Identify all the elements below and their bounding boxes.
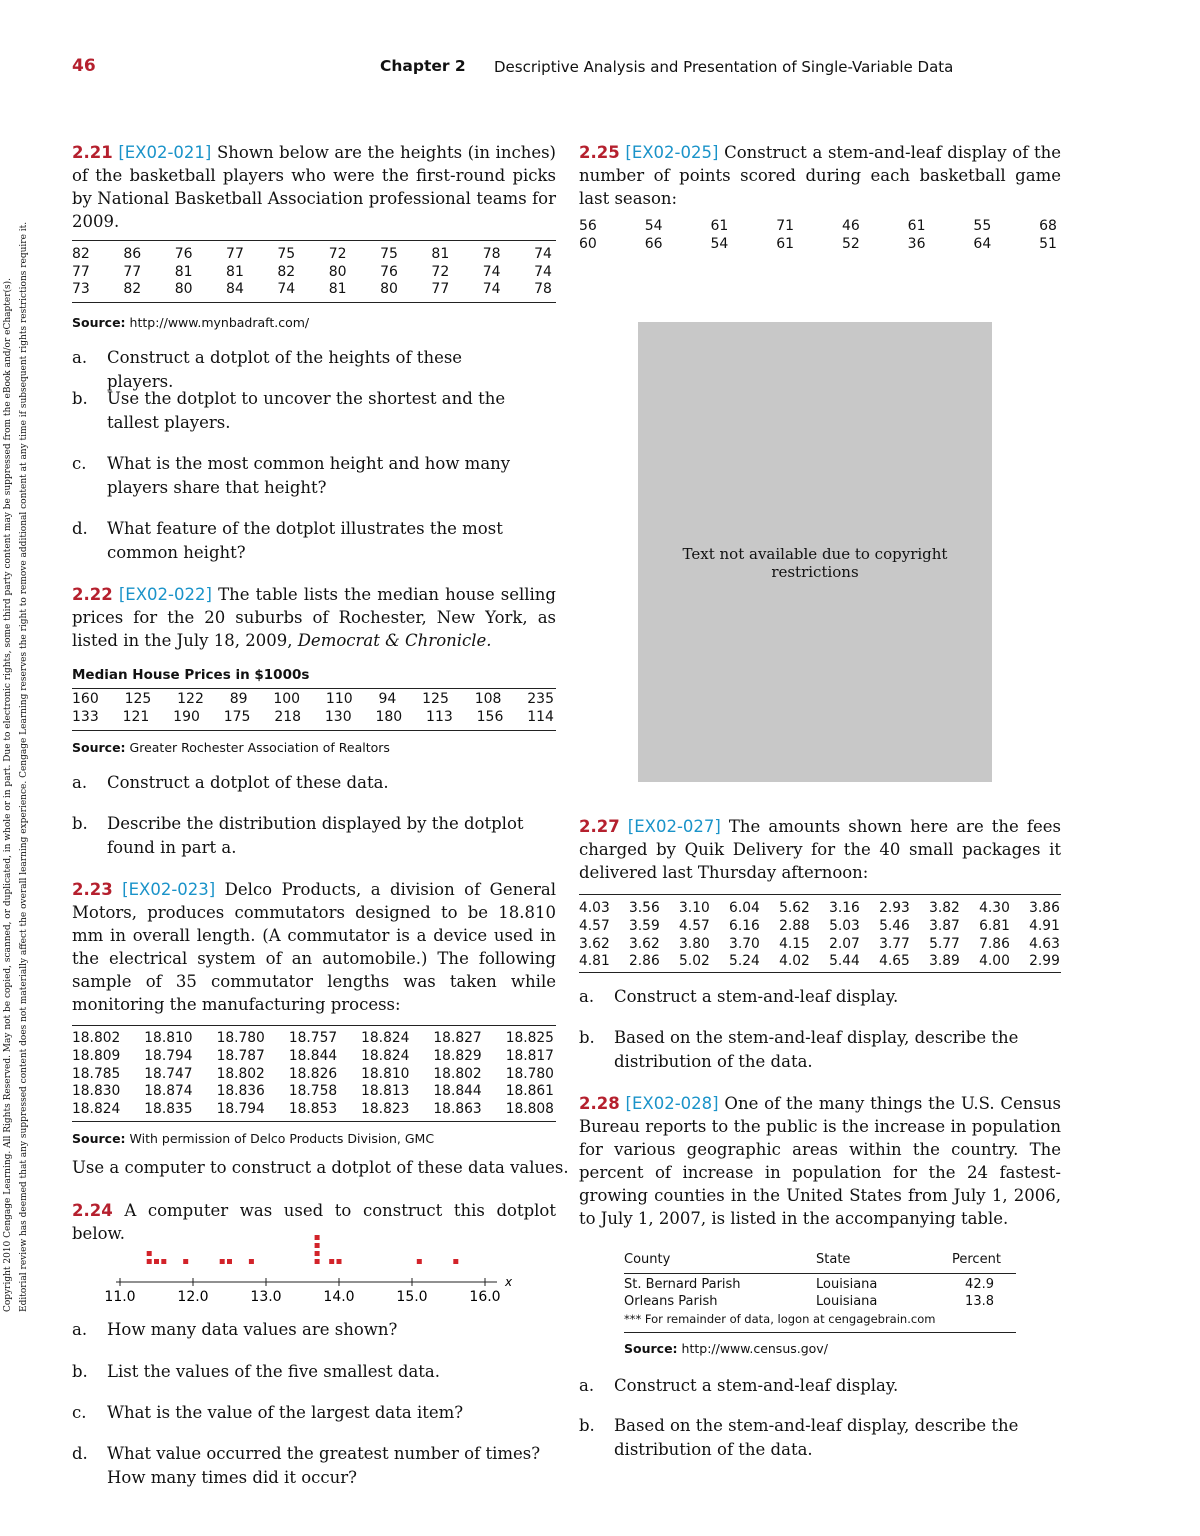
- table-bottom-rule: [72, 730, 556, 731]
- item-text: What feature of the dotplot illustrates the most common height?: [107, 519, 503, 562]
- table-cell: 18.758: [288, 1083, 338, 1100]
- table-top-rule: [579, 894, 1061, 895]
- percent-cell: 13.8: [965, 1294, 994, 1309]
- table-cell: 18.809: [72, 1047, 121, 1064]
- question-item: [72, 1442, 552, 1490]
- table-cell: 3.56: [629, 900, 660, 916]
- data-dot: [161, 1259, 166, 1264]
- table-row: [624, 1294, 1016, 1311]
- item-text: How many data values are shown?: [107, 1320, 398, 1339]
- axis-tick-label: 14.0: [323, 1289, 355, 1305]
- data-dot: [147, 1251, 152, 1256]
- table-cell: 81: [174, 263, 193, 280]
- exercise-number: 2.28: [579, 1094, 620, 1113]
- question-item: [72, 1360, 552, 1384]
- table-cell: 55: [973, 218, 992, 234]
- table-cell: 77: [226, 246, 244, 262]
- table-cell: 18.810: [144, 1030, 193, 1046]
- data-dot: [337, 1259, 342, 1264]
- instruction-text: Use a computer to construct a dotplot of these data values.: [72, 1158, 569, 1177]
- axis-tick-label: 16.0: [469, 1289, 501, 1305]
- table-cell: 75: [277, 246, 296, 262]
- table-cell: 3.16: [829, 900, 860, 916]
- table-cell: 133: [72, 708, 99, 725]
- item-text: What is the value of the largest data item?: [107, 1403, 464, 1422]
- data-dot: [315, 1259, 320, 1264]
- table-cell: 36: [907, 235, 926, 252]
- table-cell: 4.30: [979, 900, 1010, 916]
- axis-tick-label: 12.0: [177, 1289, 209, 1305]
- table-cell: 100: [273, 691, 301, 707]
- table-cell: 5.77: [929, 935, 960, 952]
- table-row: [579, 936, 1060, 952]
- item-label: a.: [72, 773, 88, 792]
- table-row: [72, 1083, 554, 1099]
- table-cell: 60: [579, 235, 597, 252]
- table-cell: 61: [776, 235, 795, 252]
- table-cell: 18.836: [216, 1083, 265, 1100]
- table-bottom-rule: [579, 972, 1061, 973]
- table-cell: 4.81: [579, 953, 610, 970]
- data-dot: [329, 1259, 334, 1264]
- item-label: d.: [72, 519, 88, 538]
- table-cell: 18.844: [288, 1047, 338, 1064]
- table-cell: 180: [375, 708, 403, 725]
- table-cell: 73: [72, 281, 90, 297]
- editorial-notice: Editorial review has deemed that any suppressed content does not materially affect the overall learning experience. Cengage Learning reserves the right to remove additional content at any time if subsequent rights restrictions require it.: [19, 221, 29, 1312]
- table-row: [579, 236, 1057, 252]
- table-cell: 18.835: [144, 1101, 193, 1118]
- table-bottom-rule: [72, 1121, 556, 1122]
- table-cell: 18.825: [505, 1030, 554, 1046]
- table-cell: 5.03: [829, 917, 860, 934]
- table-cell: 86: [123, 246, 142, 262]
- data-dot: [147, 1259, 152, 1264]
- table-cell: 94: [378, 691, 397, 707]
- table-cell: 74: [277, 281, 296, 297]
- source-line: [72, 315, 309, 330]
- table-cell: 108: [474, 691, 502, 707]
- table-cell: 114: [527, 708, 554, 725]
- table-cell: 18.813: [361, 1083, 410, 1100]
- data-dot: [315, 1235, 320, 1240]
- item-label: b.: [72, 814, 88, 833]
- item-label: b.: [72, 1362, 88, 1381]
- table-cell: 5.24: [729, 953, 760, 970]
- item-text: Construct a dotplot of the heights of these players.: [107, 348, 463, 391]
- table-row: [72, 246, 552, 262]
- axis-tick-label: 15.0: [396, 1289, 428, 1305]
- exercise-code: [EX02-027]: [627, 817, 721, 836]
- table-cell: 18.802: [216, 1065, 265, 1082]
- table-cell: 51: [1039, 235, 1057, 252]
- table-cell: 68: [1039, 218, 1057, 234]
- table-cell: 3.86: [1029, 900, 1060, 916]
- exercise-2-25-text: [579, 141, 1061, 210]
- exercise-code: [EX02-023]: [122, 880, 216, 899]
- exercise-number: 2.24: [72, 1201, 113, 1220]
- exercise-2-28-text: [579, 1092, 1061, 1230]
- table-cell: 78: [534, 281, 552, 297]
- table-cell: 56: [579, 218, 597, 234]
- exercise-statement: The amounts shown here are the fees charged by Quik Delivery for the 40 small packages it delivered last Thursday afternoon:: [579, 817, 1061, 882]
- table-bottom-rule: [72, 302, 556, 303]
- table-row: [72, 709, 554, 725]
- exercise-code: [EX02-022]: [118, 585, 212, 604]
- table-cell: 121: [122, 708, 150, 725]
- table-cell: 18.844: [433, 1083, 482, 1100]
- table-header-row: [624, 1252, 1016, 1270]
- table-row: [72, 1101, 554, 1117]
- table-top-rule: [72, 240, 556, 241]
- item-text: Construct a stem-and-leaf display.: [614, 987, 899, 1006]
- item-text: Based on the stem-and-leaf display, describe the distribution of the data.: [614, 1028, 1019, 1071]
- table-cell: 156: [476, 708, 504, 725]
- table-cell: 82: [72, 246, 90, 262]
- question-item: [72, 387, 522, 435]
- item-text: Use the dotplot to uncover the shortest and the tallest players.: [107, 389, 506, 432]
- table-row: [72, 281, 552, 297]
- source-line: [72, 1131, 434, 1146]
- table-cell: 80: [380, 281, 398, 297]
- source-label: Source:: [72, 315, 126, 330]
- item-label: a.: [72, 348, 88, 367]
- table-cell: 18.863: [433, 1101, 482, 1118]
- table-cell: 61: [710, 218, 729, 234]
- table-cell: 18.794: [216, 1101, 265, 1118]
- exercise-2-22-text: [72, 583, 556, 652]
- table-cell: 2.99: [1029, 953, 1060, 970]
- axis-tick-label: 13.0: [250, 1289, 282, 1305]
- table-row: [72, 1030, 554, 1046]
- table-cell: 3.77: [879, 935, 910, 952]
- item-text: Construct a stem-and-leaf display.: [614, 1376, 899, 1395]
- item-text: What value occurred the greatest number of times? How many times did it occur?: [107, 1444, 541, 1487]
- table-cell: 18.830: [72, 1083, 121, 1100]
- table-row: [579, 953, 1060, 969]
- table-cell: 66: [644, 235, 663, 252]
- table-top-rule: [72, 1025, 556, 1026]
- item-label: d.: [72, 1444, 88, 1463]
- table-cell: 3.82: [929, 900, 960, 916]
- page-number: 46: [72, 56, 96, 76]
- source-label: Source:: [624, 1341, 678, 1356]
- exercise-code: [EX02-028]: [625, 1094, 719, 1113]
- table-cell: 18.810: [361, 1065, 410, 1082]
- table-cell: 18.802: [433, 1065, 482, 1082]
- table-row: [579, 918, 1060, 934]
- table-cell: 7.86: [979, 935, 1010, 952]
- table-cell: 4.65: [879, 953, 910, 970]
- table-row: [72, 264, 552, 280]
- data-dot: [220, 1259, 225, 1264]
- table-cell: 18.808: [505, 1101, 554, 1118]
- table-cell: 190: [173, 708, 200, 725]
- table-cell: 110: [325, 691, 353, 707]
- source-label: Source:: [72, 1131, 126, 1146]
- table-cell: 84: [226, 281, 244, 297]
- exercise-number: 2.27: [579, 817, 620, 836]
- table-cell: 3.87: [929, 917, 960, 934]
- table-cell: 18.757: [288, 1030, 338, 1046]
- question-item: [72, 517, 522, 565]
- table-cell: 74: [482, 281, 501, 297]
- table-cell: 72: [431, 263, 450, 280]
- table-cell: 18.826: [288, 1065, 338, 1082]
- chapter-title: Descriptive Analysis and Presentation of Single-Variable Data: [494, 58, 954, 76]
- table-row: [579, 900, 1060, 916]
- exercise-statement: Shown below are the heights (in inches) of the basketball players who were the first-round picks by National Basketball Association professional teams for 2009.: [72, 143, 556, 231]
- table-cell: 81: [431, 246, 450, 262]
- table-cell: 77: [72, 263, 90, 280]
- exercise-number: 2.23: [72, 880, 113, 899]
- exercise-2-23-text: [72, 878, 556, 1016]
- question-item: [72, 812, 542, 860]
- question-item: [72, 771, 542, 795]
- table-row: [72, 691, 554, 707]
- table-cell: 76: [380, 263, 398, 280]
- table-cell: 18.824: [361, 1030, 410, 1046]
- table-cell: 74: [482, 263, 501, 280]
- state-cell: Louisiana: [816, 1277, 878, 1292]
- exercise-statement: Construct a stem-and-leaf display of the number of points scored during each basketball game last season:: [579, 143, 1061, 208]
- table-cell: 82: [277, 263, 296, 280]
- table-cell: 18.802: [72, 1030, 121, 1046]
- question-item: [579, 1374, 1061, 1398]
- table-cell: 77: [123, 263, 142, 280]
- item-label: c.: [72, 1403, 87, 1422]
- item-label: a.: [579, 1376, 595, 1395]
- table-cell: 175: [223, 708, 251, 725]
- table-cell: 54: [644, 218, 663, 234]
- table-cell: 18.785: [72, 1065, 121, 1082]
- table-cell: 4.15: [779, 935, 810, 952]
- table-cell: 2.07: [829, 935, 860, 952]
- table-cell: 18.853: [288, 1101, 338, 1118]
- table-row: [72, 1066, 554, 1082]
- table-top-rule: [72, 688, 556, 689]
- table-cell: 3.89: [929, 953, 960, 970]
- exercise-statement: One of the many things the U.S. Census Bureau reports to the public is the increase in population for various geographic areas within the country. The percent of increase in population for the 24 fastest-growing counties in the United States from July 1, 2006, to July 1, 2007, is listed in the accompanying table.: [579, 1094, 1061, 1228]
- table-cell: 4.03: [579, 900, 610, 916]
- table-cell: 3.80: [679, 935, 710, 952]
- table-row: [624, 1277, 1016, 1294]
- county-cell: St. Bernard Parish: [624, 1277, 741, 1292]
- table-cell: 3.59: [629, 917, 660, 934]
- data-dot: [453, 1259, 458, 1264]
- source-text: http://www.census.gov/: [681, 1341, 828, 1356]
- table-row: [72, 1048, 554, 1064]
- question-item: [72, 346, 522, 391]
- census-table: [624, 1252, 1016, 1333]
- table-cell: 4.63: [1029, 935, 1060, 952]
- item-label: b.: [72, 389, 88, 408]
- table-cell: 122: [177, 691, 204, 707]
- question-item: [579, 985, 1061, 1009]
- exercise-code: [EX02-021]: [118, 143, 212, 162]
- exercise-statement: The table lists the median house selling prices for the 20 suburbs of Rochester, New York, as listed in the July 18, 2009,: [72, 585, 556, 650]
- table-cell: 6.04: [729, 900, 760, 916]
- column-header-state: State: [816, 1252, 851, 1267]
- copyright-placeholder: [638, 322, 992, 782]
- table-cell: 46: [841, 218, 860, 234]
- source-text: http://www.mynbadraft.com/: [129, 315, 310, 330]
- table-cell: 6.81: [979, 917, 1010, 934]
- table-cell: 18.824: [361, 1047, 410, 1064]
- table-cell: 18.747: [144, 1065, 193, 1082]
- table-cell: 72: [328, 246, 347, 262]
- percent-cell: 42.9: [965, 1277, 994, 1292]
- item-label: a.: [579, 987, 595, 1006]
- table-cell: 74: [534, 263, 552, 280]
- table-cell: 78: [482, 246, 501, 262]
- table-cell: 54: [710, 235, 729, 252]
- table-cell: 18.861: [505, 1083, 554, 1100]
- table-cell: 130: [324, 708, 352, 725]
- table-cell: 71: [776, 218, 795, 234]
- axis-variable-label: x: [505, 1275, 513, 1289]
- dotplot-figure: [100, 1225, 520, 1310]
- table-cell: 4.57: [679, 917, 710, 934]
- exercise-number: 2.22: [72, 585, 113, 604]
- table-cell: 2.93: [879, 900, 910, 916]
- exercise-number: 2.25: [579, 143, 620, 162]
- table-bottom-rule: [624, 1332, 1016, 1333]
- table-cell: 18.787: [216, 1047, 265, 1064]
- table-cell: 18.794: [144, 1047, 193, 1064]
- item-text: Describe the distribution displayed by the dotplot found in part a.: [107, 814, 524, 857]
- copyright-notice: Copyright 2010 Cengage Learning. All Rights Reserved. May not be copied, scanned, or duplicated, in whole or in part. Due to electronic rights, some third party content may be suppressed from the eBook and/or eChapter(s).: [3, 277, 13, 1312]
- table-cell: 18.874: [144, 1083, 193, 1100]
- table-cell: 81: [226, 263, 244, 280]
- table-cell: 4.57: [579, 917, 610, 934]
- table-cell: 3.62: [629, 935, 660, 952]
- table-cell: 61: [907, 218, 926, 234]
- item-label: c.: [72, 454, 87, 473]
- item-text: Construct a dotplot of these data.: [107, 773, 389, 792]
- column-header-percent: Percent: [952, 1252, 1001, 1267]
- table-cell: 3.70: [729, 935, 760, 952]
- table-cell: 218: [274, 708, 302, 725]
- chapter-label: Chapter 2: [380, 57, 466, 75]
- table-cell: 3.62: [579, 935, 610, 952]
- item-text: What is the most common height and how many players share that height?: [107, 454, 511, 497]
- state-cell: Louisiana: [816, 1294, 878, 1309]
- table-cell: 2.88: [779, 917, 810, 934]
- exercise-2-21-text: [72, 141, 556, 233]
- question-item: [72, 1318, 552, 1342]
- table-cell: 80: [174, 281, 193, 297]
- data-dot: [315, 1251, 320, 1256]
- placeholder-text: Text not available due to copyright restrictions: [682, 545, 948, 581]
- item-text: List the values of the five smallest data.: [107, 1362, 440, 1381]
- table-cell: 125: [422, 691, 449, 707]
- table-cell: 4.02: [779, 953, 810, 970]
- table-cell: 74: [534, 246, 552, 262]
- question-item: [72, 1401, 552, 1425]
- table-cell: 89: [229, 691, 248, 707]
- table-cell: 18.827: [433, 1030, 482, 1046]
- data-dot: [249, 1259, 254, 1264]
- question-item: [579, 1026, 1061, 1074]
- table-cell: 235: [527, 691, 554, 707]
- table-cell: 81: [328, 281, 347, 297]
- question-item: [72, 452, 522, 500]
- source-line: [624, 1341, 828, 1356]
- table-cell: 52: [841, 235, 860, 252]
- table-cell: 5.46: [879, 917, 910, 934]
- data-dot: [417, 1259, 422, 1264]
- table-cell: 77: [431, 281, 450, 297]
- table-row: [579, 218, 1057, 234]
- table-cell: 4.91: [1029, 917, 1060, 934]
- table-cell: 5.02: [679, 953, 710, 970]
- table-cell: 18.824: [72, 1101, 121, 1118]
- county-cell: Orleans Parish: [624, 1294, 718, 1309]
- table-cell: 80: [328, 263, 347, 280]
- data-dot: [227, 1259, 232, 1264]
- item-label: b.: [579, 1028, 595, 1047]
- table-cell: 18.780: [216, 1030, 265, 1046]
- table-cell: 18.780: [505, 1065, 554, 1082]
- table-cell: 6.16: [729, 917, 760, 934]
- table-cell: 76: [174, 246, 193, 262]
- table-cell: 5.62: [779, 900, 810, 916]
- newspaper-name: Democrat & Chronicle.: [297, 631, 492, 650]
- table-cell: 64: [973, 235, 992, 252]
- table-cell: 82: [123, 281, 142, 297]
- table-cell: 2.86: [629, 953, 660, 970]
- table-cell: 125: [124, 691, 152, 707]
- item-label: b.: [579, 1416, 595, 1435]
- header-rule: [624, 1273, 1016, 1274]
- table-cell: 18.829: [433, 1047, 482, 1064]
- table-cell: 3.10: [679, 900, 710, 916]
- source-label: Source:: [72, 740, 126, 755]
- source-text: Greater Rochester Association of Realtors: [129, 740, 390, 755]
- table-cell: 160: [72, 691, 99, 707]
- column-header-county: County: [624, 1252, 671, 1267]
- question-item: [579, 1414, 1061, 1462]
- table-cell: 18.823: [361, 1101, 410, 1118]
- exercise-number: 2.21: [72, 143, 113, 162]
- table-note: *** For remainder of data, logon at cengagebrain.com: [624, 1312, 936, 1326]
- item-label: a.: [72, 1320, 88, 1339]
- table-cell: 5.44: [829, 953, 860, 970]
- table-title: Median House Prices in $1000s: [72, 667, 310, 683]
- data-dot: [315, 1243, 320, 1248]
- exercise-statement: A computer was used to construct this dotplot below.: [72, 1201, 556, 1243]
- item-text: Based on the stem-and-leaf display, describe the distribution of the data.: [614, 1416, 1019, 1459]
- table-cell: 18.817: [505, 1047, 554, 1064]
- data-dot: [183, 1259, 188, 1264]
- exercise-2-27-text: [579, 815, 1061, 884]
- source-line: [72, 740, 390, 755]
- axis-tick-label: 11.0: [104, 1289, 136, 1305]
- data-dot: [154, 1259, 159, 1264]
- table-cell: 75: [380, 246, 398, 262]
- exercise-statement: Delco Products, a division of General Motors, produces commutators designed to be 18.810 mm in overall length. (A commutator is a device used in the electrical system of an automobile.) The following sample of 35 commutator lengths was taken while monitoring the manufacturing process:: [72, 880, 557, 1014]
- exercise-code: [EX02-025]: [625, 143, 719, 162]
- table-cell: 113: [426, 708, 453, 725]
- source-text: With permission of Delco Products Division, GMC: [129, 1131, 435, 1146]
- table-cell: 4.00: [979, 953, 1010, 970]
